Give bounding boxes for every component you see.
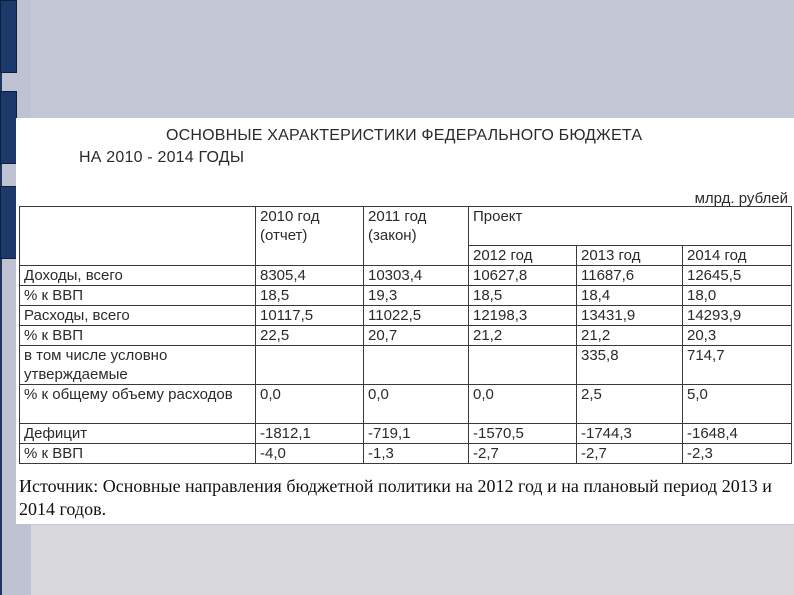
cell-2010: -1812,1	[256, 424, 364, 444]
table-row	[20, 306, 792, 326]
side-tab-1[interactable]	[0, 0, 17, 73]
cell-2013: 11687,6	[577, 266, 683, 286]
left-edge	[0, 0, 2, 595]
row-label: % к ВВП	[20, 444, 256, 464]
cell-2013: 2,5	[577, 385, 683, 424]
cell-2011: 10303,4	[364, 266, 469, 286]
cell-2010: 8305,4	[256, 266, 364, 286]
cell-2013: 335,8	[577, 346, 683, 385]
cell-2010: 22,5	[256, 326, 364, 346]
cell-2010: 10117,5	[256, 306, 364, 326]
row-label: Расходы, всего	[20, 306, 256, 326]
cell-2012	[469, 346, 577, 385]
cell-2014: -2,3	[683, 444, 792, 464]
cell-2014: 14293,9	[683, 306, 792, 326]
cell-2010: 18,5	[256, 286, 364, 306]
header-2010: 2010 год (отчет)	[256, 207, 364, 266]
cell-2014: 20,3	[683, 326, 792, 346]
row-label: в том числе условно утверждаемые	[20, 346, 256, 385]
document-image	[16, 118, 794, 524]
cell-2011: 11022,5	[364, 306, 469, 326]
cell-2011: 20,7	[364, 326, 469, 346]
row-label: % к ВВП	[20, 286, 256, 306]
unit-label: млрд. рублей	[694, 190, 788, 207]
header-project: Проект	[469, 207, 792, 246]
table-row	[20, 286, 792, 306]
table-row	[20, 346, 792, 385]
cell-2014: 18,0	[683, 286, 792, 306]
table-row	[20, 424, 792, 444]
cell-2011	[364, 346, 469, 385]
cell-2011: 0,0	[364, 385, 469, 424]
cell-2011: -719,1	[364, 424, 469, 444]
cell-2013: 18,4	[577, 286, 683, 306]
cell-2010	[256, 346, 364, 385]
cell-2011: 19,3	[364, 286, 469, 306]
side-tab-2[interactable]	[0, 91, 17, 164]
cell-2013: -1744,3	[577, 424, 683, 444]
side-tab-3[interactable]	[0, 186, 17, 259]
cell-2012: -2,7	[469, 444, 577, 464]
budget-table	[19, 206, 792, 464]
title-line-1: ОСНОВНЫЕ ХАРАКТЕРИСТИКИ ФЕДЕРАЛЬНОГО БЮДЖЕТА	[166, 127, 643, 144]
table-row	[20, 385, 792, 424]
row-label: % к ВВП	[20, 326, 256, 346]
row-label: Доходы, всего	[20, 266, 256, 286]
cell-2012: 18,5	[469, 286, 577, 306]
header-2013: 2013 год	[577, 246, 683, 266]
cell-2013: 21,2	[577, 326, 683, 346]
header-2011: 2011 год (закон)	[364, 207, 469, 266]
header-row-1	[20, 207, 792, 246]
cell-2012: 10627,8	[469, 266, 577, 286]
cell-2013: -2,7	[577, 444, 683, 464]
header-2014: 2014 год	[683, 246, 792, 266]
table-row	[20, 266, 792, 286]
cell-2011: -1,3	[364, 444, 469, 464]
cell-2012: -1570,5	[469, 424, 577, 444]
bottom-panel	[31, 525, 794, 595]
cell-2012: 12198,3	[469, 306, 577, 326]
title-line-2: НА 2010 - 2014 ГОДЫ	[79, 149, 245, 166]
cell-2014: 5,0	[683, 385, 792, 424]
cell-2013: 13431,9	[577, 306, 683, 326]
table-row	[20, 444, 792, 464]
cell-2010: -4,0	[256, 444, 364, 464]
header-2012: 2012 год	[469, 246, 577, 266]
source-note: Источник: Основные направления бюджетной политики на 2012 год и на плановый период 2013 и 2014 годов.	[19, 476, 772, 519]
table-row	[20, 326, 792, 346]
row-label: % к общему объему расходов	[20, 385, 256, 424]
cell-2010: 0,0	[256, 385, 364, 424]
cell-2012: 0,0	[469, 385, 577, 424]
cell-2014: 714,7	[683, 346, 792, 385]
cell-2012: 21,2	[469, 326, 577, 346]
cell-2014: -1648,4	[683, 424, 792, 444]
header-empty-cell	[20, 207, 256, 266]
row-label: Дефицит	[20, 424, 256, 444]
cell-2014: 12645,5	[683, 266, 792, 286]
